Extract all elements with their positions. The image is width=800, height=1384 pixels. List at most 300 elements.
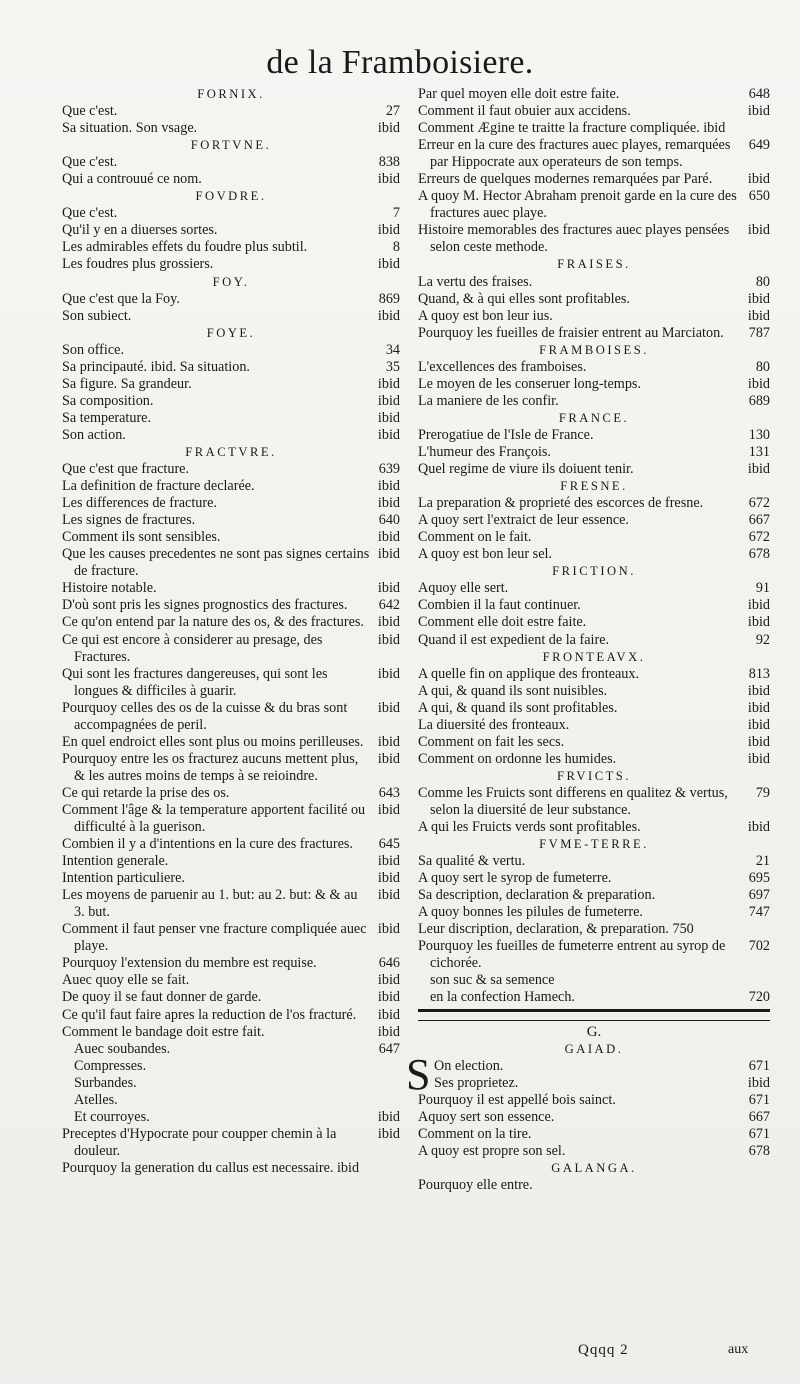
index-entry [62,785,400,802]
page-reference: 27 [385,103,400,120]
index-entry [62,410,400,427]
catchword: aux [728,1342,749,1357]
entry-text: Sa temperature. [62,409,152,426]
page-reference: 91 [755,580,770,597]
entry-text: Que c'est que la Foy. [62,290,180,307]
page-reference: 646 [378,955,400,972]
index-entry [62,205,400,222]
index-entry [418,512,770,529]
entry-text: De quoy il se faut donner de garde. [62,989,262,1006]
page-reference: ibid [377,546,400,563]
index-entry [418,751,770,768]
page-reference: 131 [748,443,770,460]
page-reference: ibid [377,426,400,443]
section-heading: FRVICTS. [557,768,631,783]
entry-text: Ce qu'on entend par la nature des os, & des fractures. [62,614,364,631]
entry-text: La vertu des fraises. [418,273,533,290]
index-entry [418,1075,770,1092]
index-entry [418,376,770,393]
index-subentry [62,1109,400,1126]
page-reference: ibid [377,495,400,512]
page-reference: 838 [378,154,400,171]
page-reference: 650 [748,188,770,205]
page-reference: 21 [755,853,770,870]
entry-text: Qu'il y en a diuerses sortes. [62,222,218,239]
entry-text: Que c'est. [62,103,118,120]
index-subentry [62,1075,400,1092]
index-entry [418,103,770,120]
index-entry [418,887,770,904]
page-reference: 689 [748,392,770,409]
page-reference: 720 [748,989,770,1006]
index-entry [418,444,770,461]
entry-text: Preceptes d'Hypocrate pour coupper chemin à la douleur. [62,1125,337,1159]
entry-text: Que c'est. [62,205,118,222]
index-entry [62,359,400,376]
index-entry [62,666,400,700]
page-reference: 678 [748,546,770,563]
entry-text: Comment il faut penser vne fracture compliquée auec playe. [62,921,367,955]
index-entry [418,529,770,546]
index-entry [62,1160,400,1177]
page-reference: ibid [377,1108,400,1125]
index-entry [62,376,400,393]
index-entry [418,137,770,171]
entry-text: Pourquoy il est appellé bois sainct. [418,1091,616,1108]
index-entry [62,614,400,631]
entry-text: Comment on ordonne les humides. [418,750,617,767]
entry-text: Compresses. [74,1057,147,1074]
page-reference: ibid [377,1125,400,1142]
index-subentry [62,1058,400,1075]
page-reference: 80 [755,358,770,375]
index-entry [418,785,770,819]
index-entry [418,921,770,938]
entry-text: A quoy bonnes les pilules de fumeterre. [418,904,643,921]
index-entry [62,1024,400,1041]
index-entry [62,955,400,972]
index-entry [418,1109,770,1126]
index-entry [62,291,400,308]
entry-text: Que c'est que fracture. [62,461,190,478]
running-title: de la Framboisiere. [266,44,534,81]
page-reference: ibid [377,921,400,938]
index-entry [418,393,770,410]
page-reference: ibid [377,887,400,904]
page-reference: ibid [377,580,400,597]
index-entry [418,938,770,972]
entry-text: Pourquoy les fueilles de fraisier entrent au Marciaton. [418,324,724,341]
index-entry [62,972,400,989]
entry-text: En quel endroict elles sont plus ou moins perilleuses. [62,733,364,750]
letter-heading: G. [586,1023,602,1040]
entry-text: Sa composition. [62,392,154,409]
index-entry [418,427,770,444]
page-reference: 642 [378,597,400,614]
index-entry [62,393,400,410]
entry-text: Aquoy sert son essence. [418,1108,555,1125]
index-entry [418,495,770,512]
page-reference: ibid [377,478,400,495]
index-subentry [62,1041,400,1058]
entry-text: Les differences de fracture. [62,495,217,512]
page-reference: 697 [748,887,770,904]
entry-text: Surbandes. [74,1074,137,1091]
entry-text: Ce qui est encore à considerer au presage, des Fractures. [62,631,323,665]
index-entry [418,666,770,683]
page-reference: 645 [378,836,400,853]
entry-text: Pourquoy les fueilles de fumeterre entrent au syrop de cichorée. [418,938,726,972]
index-entry [418,325,770,342]
index-entry [418,614,770,631]
page-reference: ibid [377,375,400,392]
page-reference: 8 [392,239,400,256]
entry-text: Qui a controuué ce nom. [62,171,202,188]
index-entry [62,632,400,666]
entry-text: A quoy sert l'extraict de leur essence. [418,512,629,529]
entry-text: A quoy sert le syrop de fumeterre. [418,870,612,887]
page-reference: ibid [377,529,400,546]
entry-text: Intention particuliere. [62,870,185,887]
page-reference: 7 [392,205,400,222]
entry-text: en la confection Hamech. [430,989,575,1006]
index-entry [62,887,400,921]
section-heading: FRANCE. [558,410,630,425]
section-heading: GAIAD. [564,1041,624,1056]
page-reference: ibid [377,1023,400,1040]
index-entry [418,308,770,325]
index-entry [62,870,400,887]
entry-text: Ses proprietez. [434,1074,519,1091]
entry-text: Histoire notable. [62,580,157,597]
entry-text: Comment ils sont sensibles. [62,529,221,546]
page-reference: ibid [747,750,770,767]
entry-text: A quoy est bon leur ius. [418,307,553,324]
index-entry [62,1007,400,1024]
page-reference: ibid [747,819,770,836]
index-entry [62,171,400,188]
page-reference: ibid [747,716,770,733]
section-heading: FORNIX. [197,87,265,101]
index-entry [62,154,400,171]
index-entry [418,291,770,308]
page-reference: ibid [377,853,400,870]
page-reference: 747 [748,904,770,921]
page-reference: ibid [747,597,770,614]
page-reference: ibid [377,392,400,409]
entry-text: Et courroyes. [74,1108,150,1125]
page-reference: ibid [377,631,400,648]
index-entry [418,853,770,870]
entry-text: Par quel moyen elle doit estre faite. [418,86,620,102]
page-reference: ibid [377,307,400,324]
page-reference: 35 [385,358,400,375]
index-entry [62,853,400,870]
page-reference: 678 [748,1142,770,1159]
index-entry [418,819,770,836]
index-entry [418,700,770,717]
page-reference: ibid [747,171,770,188]
index-column-left [62,86,400,1177]
section-heading: GALANGA. [551,1160,637,1175]
index-entry [418,717,770,734]
index-entry [418,580,770,597]
section-heading: FOY. [212,274,250,289]
index-entry [418,222,770,256]
page-reference: ibid [377,733,400,750]
index-entry [62,700,400,734]
entry-text: Comment l'âge & la temperature apportent facilité ou difficulté à la guerison. [62,801,366,836]
section-heading: FRONTEAVX. [542,649,646,664]
page-reference: ibid [377,750,400,767]
page-reference: 640 [378,512,400,529]
entry-text: Combien il y a d'intentions en la cure des fractures. [62,836,353,853]
entry-text: Ce qu'il faut faire apres la reduction de l'os fracturé. [62,1006,357,1023]
page-reference: ibid [747,733,770,750]
index-entry [418,461,770,478]
page-reference: 647 [378,1040,400,1057]
entry-text: Le moyen de les conseruer long-temps. [418,375,641,392]
page-reference: ibid [377,801,400,818]
page-reference: 130 [748,426,770,443]
entry-text: Son subiect. [62,307,132,324]
entry-text: Son action. [62,426,126,443]
index-entry [62,342,400,359]
entry-text: A quoy M. Hector Abraham prenoit garde en la cure des fractures auec playe. [418,188,737,222]
entry-text: Pourquoy celles des os de la cuisse & du bras sont accompagnées de peril. [62,699,348,733]
index-entry [62,734,400,751]
entry-text: Comment elle doit estre faite. [418,614,587,631]
page-reference: 667 [748,512,770,529]
entry-text: Sa description, declaration & preparation. [418,887,656,904]
page-reference: ibid [747,307,770,324]
section-heading: FOYE. [206,325,256,340]
index-entry [62,597,400,614]
section-heading: FRAMBOISES. [539,342,649,357]
index-entry [62,580,400,597]
entry-text: D'où sont pris les signes prognostics des fractures. [62,597,348,614]
entry-text: Pourquoy entre les os fracturez aucuns mettent plus, & les autres moins de temps à se reioindre. [62,750,359,784]
index-entry [418,632,770,649]
entry-text: Histoire memorables des fractures auec playes pensées selon ceste methode. [418,222,730,256]
section-heading: FRESNE. [560,479,628,494]
index-entry [418,597,770,614]
page-reference: ibid [377,1006,400,1023]
index-entry [62,836,400,853]
entry-text: Auec soubandes. [74,1040,171,1057]
page-reference: 671 [748,1125,770,1142]
page-reference: ibid [747,222,770,239]
index-entry [62,1126,400,1160]
page-reference: ibid [747,103,770,120]
page-reference: ibid [377,665,400,682]
entry-text: Pourquoy la generation du callus est necessaire. ibid [62,1159,360,1176]
entry-text: Comment le bandage doit estre fait. [62,1023,265,1040]
entry-text: Combien il la faut continuer. [418,597,581,614]
entry-text: Sa principauté. ibid. Sa situation. [62,358,250,375]
index-entry [418,734,770,751]
entry-text: A quoy est bon leur sel. [418,546,552,563]
page-reference: ibid [747,290,770,307]
index-column-right [406,86,770,1194]
entry-text: son suc & sa semence [430,972,555,989]
index-entry [62,103,400,120]
entry-text: Les moyens de paruenir au 1. but: au 2. but: & & au 3. but. [62,887,358,921]
entry-text: Comment il faut obuier aux accidens. [418,103,631,120]
index-entry [62,751,400,785]
page-reference: 80 [755,273,770,290]
page-reference: 671 [748,1057,770,1074]
page-reference: ibid [747,375,770,392]
entry-text: A qui, & quand ils sont profitables. [418,699,618,716]
page-reference: ibid [747,461,770,478]
page-reference: 695 [748,870,770,887]
section-heading: FVME-TERRE. [539,837,649,852]
entry-text: Les foudres plus grossiers. [62,256,214,273]
index-entry [62,802,400,836]
page-reference: 702 [748,938,770,955]
index-entry [418,546,770,563]
entry-text: On election. [434,1057,504,1074]
entry-text: Qui sont les fractures dangereuses, qui sont les longues & difficiles à guarir. [62,665,328,699]
index-entry [418,171,770,188]
section-heading: FRICTION. [552,564,636,579]
entry-text: Comme les Fruicts sont differens en qualitez & vertus, selon la diuersité de leur substance. [418,784,728,818]
page-reference: 672 [748,529,770,546]
entry-text: L'excellences des framboises. [418,358,587,375]
signature-mark: Qqqq 2 [578,1342,629,1358]
index-entry [62,427,400,444]
index-entry [62,495,400,512]
entry-text: Les admirables effets du foudre plus subtil. [62,239,308,256]
index-entry [418,120,770,137]
index-entry [62,239,400,256]
entry-text: Sa qualité & vertu. [418,853,526,870]
entry-text: A quelle fin on applique des fronteaux. [418,665,640,682]
section-heading: FORTVNE. [190,138,272,153]
page-reference: ibid [377,699,400,716]
entry-text: Auec quoy elle se fait. [62,972,190,989]
section-heading: FOVDRE. [195,189,267,204]
index-subentry [62,1092,400,1109]
entry-text: La definition de fracture declarée. [62,478,255,495]
entry-text: La maniere de les confir. [418,392,559,409]
entry-text: Erreurs de quelques modernes remarquées par Paré. [418,171,713,188]
index-entry [418,683,770,700]
entry-text: Quel regime de viure ils doiuent tenir. [418,461,634,478]
page-reference: ibid [377,120,400,137]
index-entry [418,870,770,887]
page-reference: 667 [748,1108,770,1125]
page-reference: 649 [748,137,770,154]
entry-text: Comment on le fait. [418,529,532,546]
page-reference: ibid [377,989,400,1006]
entry-text: L'humeur des François. [418,443,551,460]
index-entry [62,478,400,495]
section-heading: FRACTVRE. [185,444,277,459]
page-reference: 869 [378,290,400,307]
entry-text: A qui, & quand ils sont nuisibles. [418,682,608,699]
index-entry [418,904,770,921]
entry-text: Comment on fait les secs. [418,733,565,750]
page-reference: ibid [377,409,400,426]
page-reference: 639 [378,461,400,478]
entry-text: Sa figure. Sa grandeur. [62,375,192,392]
index-entry [62,256,400,273]
section-heading: FRAISES. [557,257,631,272]
page-reference: 672 [748,495,770,512]
entry-text: Pourquoy elle entre. [418,1176,533,1193]
index-entry [418,1177,770,1194]
page-reference: ibid [377,171,400,188]
index-entry [418,1092,770,1109]
page-reference: 92 [755,631,770,648]
index-entry [418,1126,770,1143]
index-entry [62,989,400,1006]
index-entry [62,461,400,478]
entry-text: Atelles. [74,1091,118,1108]
index-entry [418,274,770,291]
index-subentry [418,972,770,989]
index-entry [62,308,400,325]
page-reference: 643 [378,784,400,801]
page-reference: 787 [748,324,770,341]
index-entry [62,512,400,529]
page-reference: ibid [747,699,770,716]
entry-text: Que c'est. [62,154,118,171]
page-reference: ibid [747,1074,770,1091]
page-reference: ibid [377,972,400,989]
page-reference: 34 [385,341,400,358]
entry-text: Aquoy elle sert. [418,580,509,597]
index-subentry [418,989,770,1006]
entry-text: Que les causes precedentes ne sont pas signes certains de fracture. [62,546,370,580]
index-entry [418,188,770,222]
entry-text: Intention generale. [62,853,169,870]
page-reference: ibid [377,222,400,239]
entry-text: A quoy est propre son sel. [418,1142,566,1159]
entry-text: La diuersité des fronteaux. [418,716,570,733]
index-entry [418,86,770,103]
index-entry [62,222,400,239]
drop-capital: S [406,1049,431,1099]
page-reference: ibid [377,614,400,631]
entry-text: Ce qui retarde la prise des os. [62,784,230,801]
index-entry [62,921,400,955]
entry-text: La preparation & proprieté des escorces de fresne. [418,495,704,512]
index-entry [62,120,400,137]
entry-text: Les signes de fractures. [62,512,196,529]
entry-text: Comment Ægine te traitte la fracture compliquée. ibid [418,120,726,137]
entry-text: Quand il est expedient de la faire. [418,631,610,648]
page-reference: ibid [747,682,770,699]
entry-text: Comment on la tire. [418,1125,532,1142]
entry-text: Sa situation. Son vsage. [62,120,198,137]
index-entry [62,546,400,580]
index-entry [62,529,400,546]
page-reference: ibid [377,870,400,887]
index-entry [418,359,770,376]
entry-text: Leur discription, declaration, & preparation. 750 [418,921,694,938]
entry-text: Prerogatiue de l'Isle de France. [418,426,594,443]
page-reference: ibid [747,614,770,631]
page-reference: 671 [748,1091,770,1108]
entry-text: Pourquoy l'extension du membre est requise. [62,955,317,972]
entry-text: Son office. [62,341,124,358]
section-divider-rule [418,1009,770,1021]
page-reference: 813 [748,665,770,682]
entry-text: Erreur en la cure des fractures auec playes, remarquées par Hippocrate aux operateurs de son temps. [418,137,731,171]
